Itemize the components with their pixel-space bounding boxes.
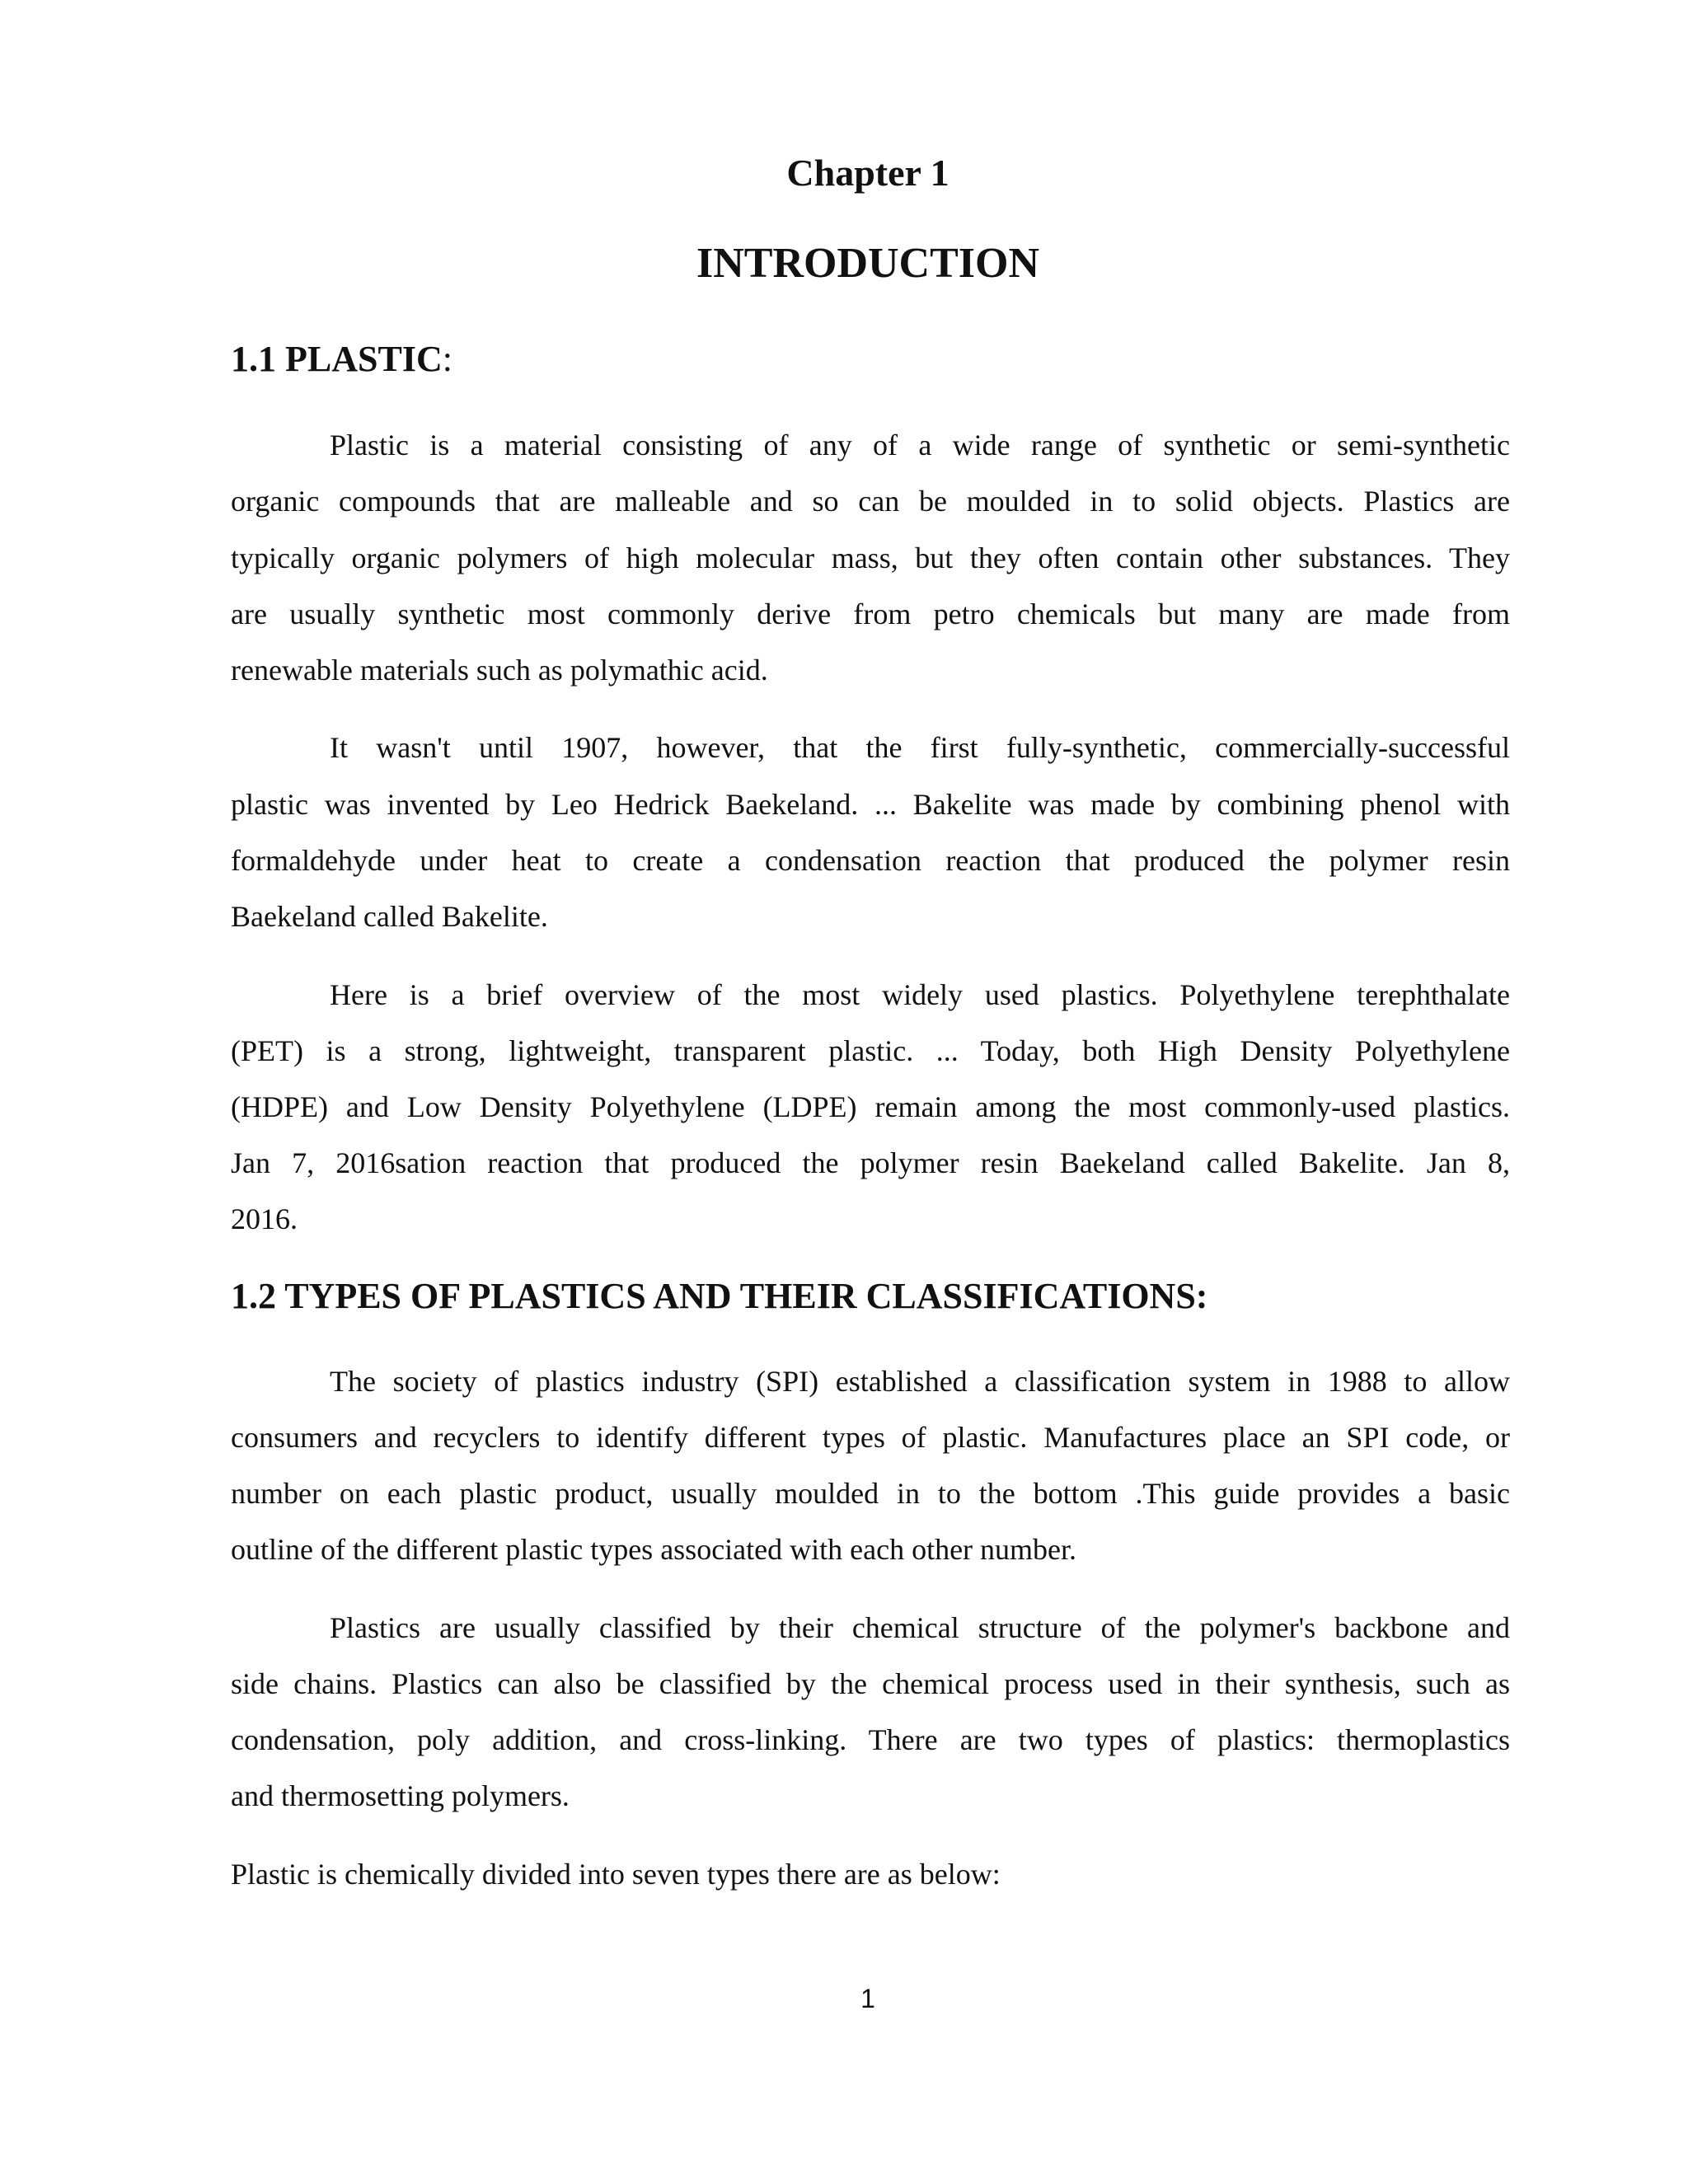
section-heading-text: 1.2 TYPES OF PLASTICS AND THEIR CLASSIFICATIONS: <box>231 1276 1208 1316</box>
text-line: and thermosetting polymers. <box>231 1779 570 1812</box>
text-line: Plastic is chemically divided into seven types there are as below: <box>231 1858 1001 1891</box>
section-heading-plastic <box>231 336 452 382</box>
text-line: number on each plastic product, usually moulded in to the bottom .This guide provides a basic <box>231 1477 1510 1510</box>
text-line: formaldehyde under heat to create a condensation reaction that produced the polymer resin <box>231 844 1510 877</box>
text-line: It wasn't until 1907, however, that the first fully-synthetic, commercially-successful <box>330 731 1510 764</box>
text-line: consumers and recyclers to identify different types of plastic. Manufactures place an SPI code, or <box>231 1421 1510 1454</box>
text-line: are usually synthetic most commonly derive from petro chemicals but many are made from <box>231 598 1510 630</box>
text-line: Baekeland called Bakelite. <box>231 900 548 933</box>
text-line: (HDPE) and Low Density Polyethylene (LDPE) remain among the most commonly-used plastics. <box>231 1090 1510 1123</box>
text-line: Here is a brief overview of the most widely used plastics. Polyethylene terephthalate <box>330 978 1510 1011</box>
text-line: side chains. Plastics can also be classified by the chemical process used in their synthesis, such as <box>231 1667 1510 1700</box>
section-heading-text: 1.1 PLASTIC <box>231 339 443 379</box>
text-line: condensation, poly addition, and cross-linking. There are two types of plastics: thermoplastics <box>231 1723 1510 1756</box>
text-line: renewable materials such as polymathic acid. <box>231 654 768 687</box>
text-line: Plastic is a material consisting of any of a wide range of synthetic or semi-synthetic <box>330 429 1510 462</box>
section-heading-colon: : <box>442 339 452 379</box>
page-number: 1 <box>860 1984 875 2013</box>
text-line: typically organic polymers of high molecular mass, but they often contain other substances. They <box>231 541 1510 574</box>
text-line: plastic was invented by Leo Hedrick Baekeland. ... Bakelite was made by combining phenol with <box>231 788 1510 821</box>
text-line: outline of the different plastic types associated with each other number. <box>231 1533 1077 1566</box>
text-line: organic compounds that are malleable and so can be moulded in to solid objects. Plastics are <box>231 485 1510 518</box>
text-line: 2016. <box>231 1202 298 1235</box>
chapter-label: Chapter 1 <box>786 152 950 194</box>
text-line: Plastics are usually classified by their chemical structure of the polymer's backbone and <box>330 1611 1510 1644</box>
chapter-title: INTRODUCTION <box>696 240 1040 287</box>
text-line: Jan 7, 2016sation reaction that produced the polymer resin Baekeland called Bakelite. Jan 8, <box>231 1146 1510 1179</box>
section-heading-types-classifications <box>231 1273 1207 1319</box>
text-line: The society of plastics industry (SPI) established a classification system in 1988 to allow <box>330 1365 1510 1398</box>
text-line: (PET) is a strong, lightweight, transparent plastic. ... Today, both High Density Polyethylene <box>231 1034 1510 1067</box>
